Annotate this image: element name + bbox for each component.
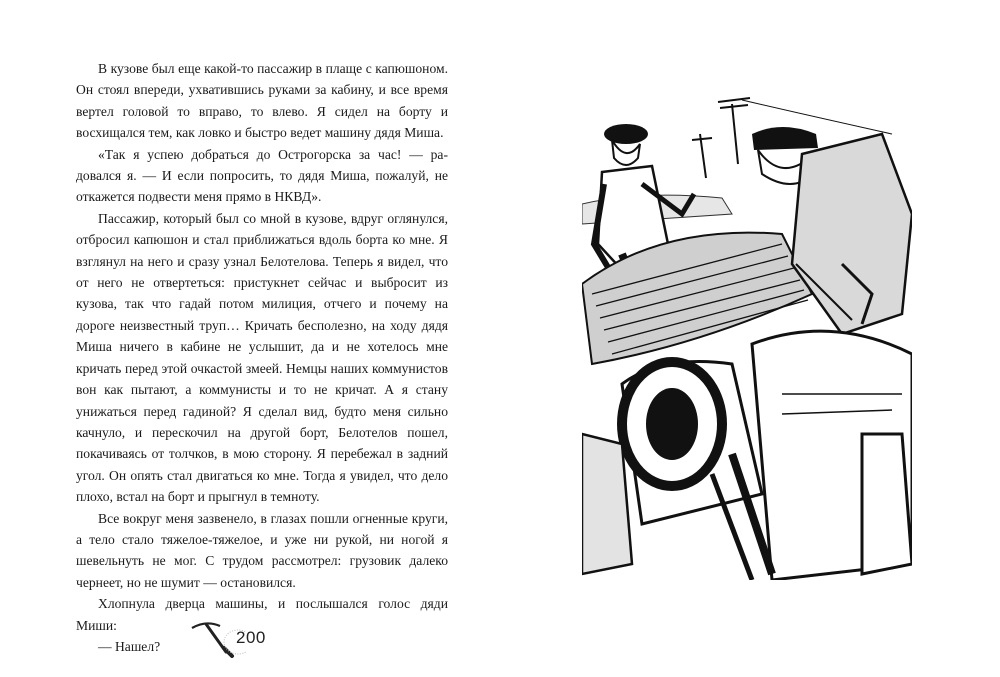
- paragraph: Хлопнула дверца машины, и послышался голос дяди Миши:: [76, 596, 448, 633]
- paragraph: Пассажир, который был со мной в кузове, вдруг оглянулся, отбросил капюшон и стал приближаться вдоль борта ко мне. Я взглянул на него и сразу узнал Белотелова. Теперь я видел, что от него не отвертеться: пристукнет сейчас и выбросит из кузова, так что гадай потом милиция, отчего и почему на дороге неизвестный труп… Кричать бесполезно, на ходу дядя Миша ничего в кабине не услышит, да и не хотелось мне кричать перед этой очкастой змеей. Немцы наших коммунистов вон как пытают, а коммунисты и то не кричат. А я стану унижаться перед гадиной? Я сделал вид, будто меня сильно качнуло, и перескочил на другой борт, Белотелов пошел, покачиваясь от толчков, в мою сторону. Я перебежал в задний угол. Он опять стал двигаться ко мне. Тогда я увидел, что дело плохо, встал на борт и прыгнул в темноту.: [76, 210, 448, 505]
- truck-scene-illustration: [582, 94, 912, 580]
- paragraph: В кузове был еще какой-то пассажир в плаще с капюшоном. Он стоял впереди, ухватившись руками за кабину, и все время вертел головой то вправо, то влево. Я сидел на борту и восхищался тем, как ловко и быстро ведет машину дядя Миша.: [76, 61, 448, 141]
- page-number: 200: [236, 628, 266, 647]
- text-column: [76, 58, 448, 657]
- page-number-ornament: [186, 618, 282, 658]
- paragraph: «Так я успею добраться до Острогорска за час! — радовался я. — И если попросить, то дядя Миша, пожалуй, не откажется подвести меня прямо в НКВД».: [76, 146, 448, 205]
- paragraph: Все вокруг меня зазвенело, в глазах пошли огненные круги, а тело стало тяжелое-тяжелое, и уже ни рукой, ни ногой я шевельнуть не мог. С трудом рассмотрел: грузовик далеко чернеет, но не шумит — остановился.: [76, 510, 448, 590]
- paragraph: — Нашел?: [98, 638, 161, 654]
